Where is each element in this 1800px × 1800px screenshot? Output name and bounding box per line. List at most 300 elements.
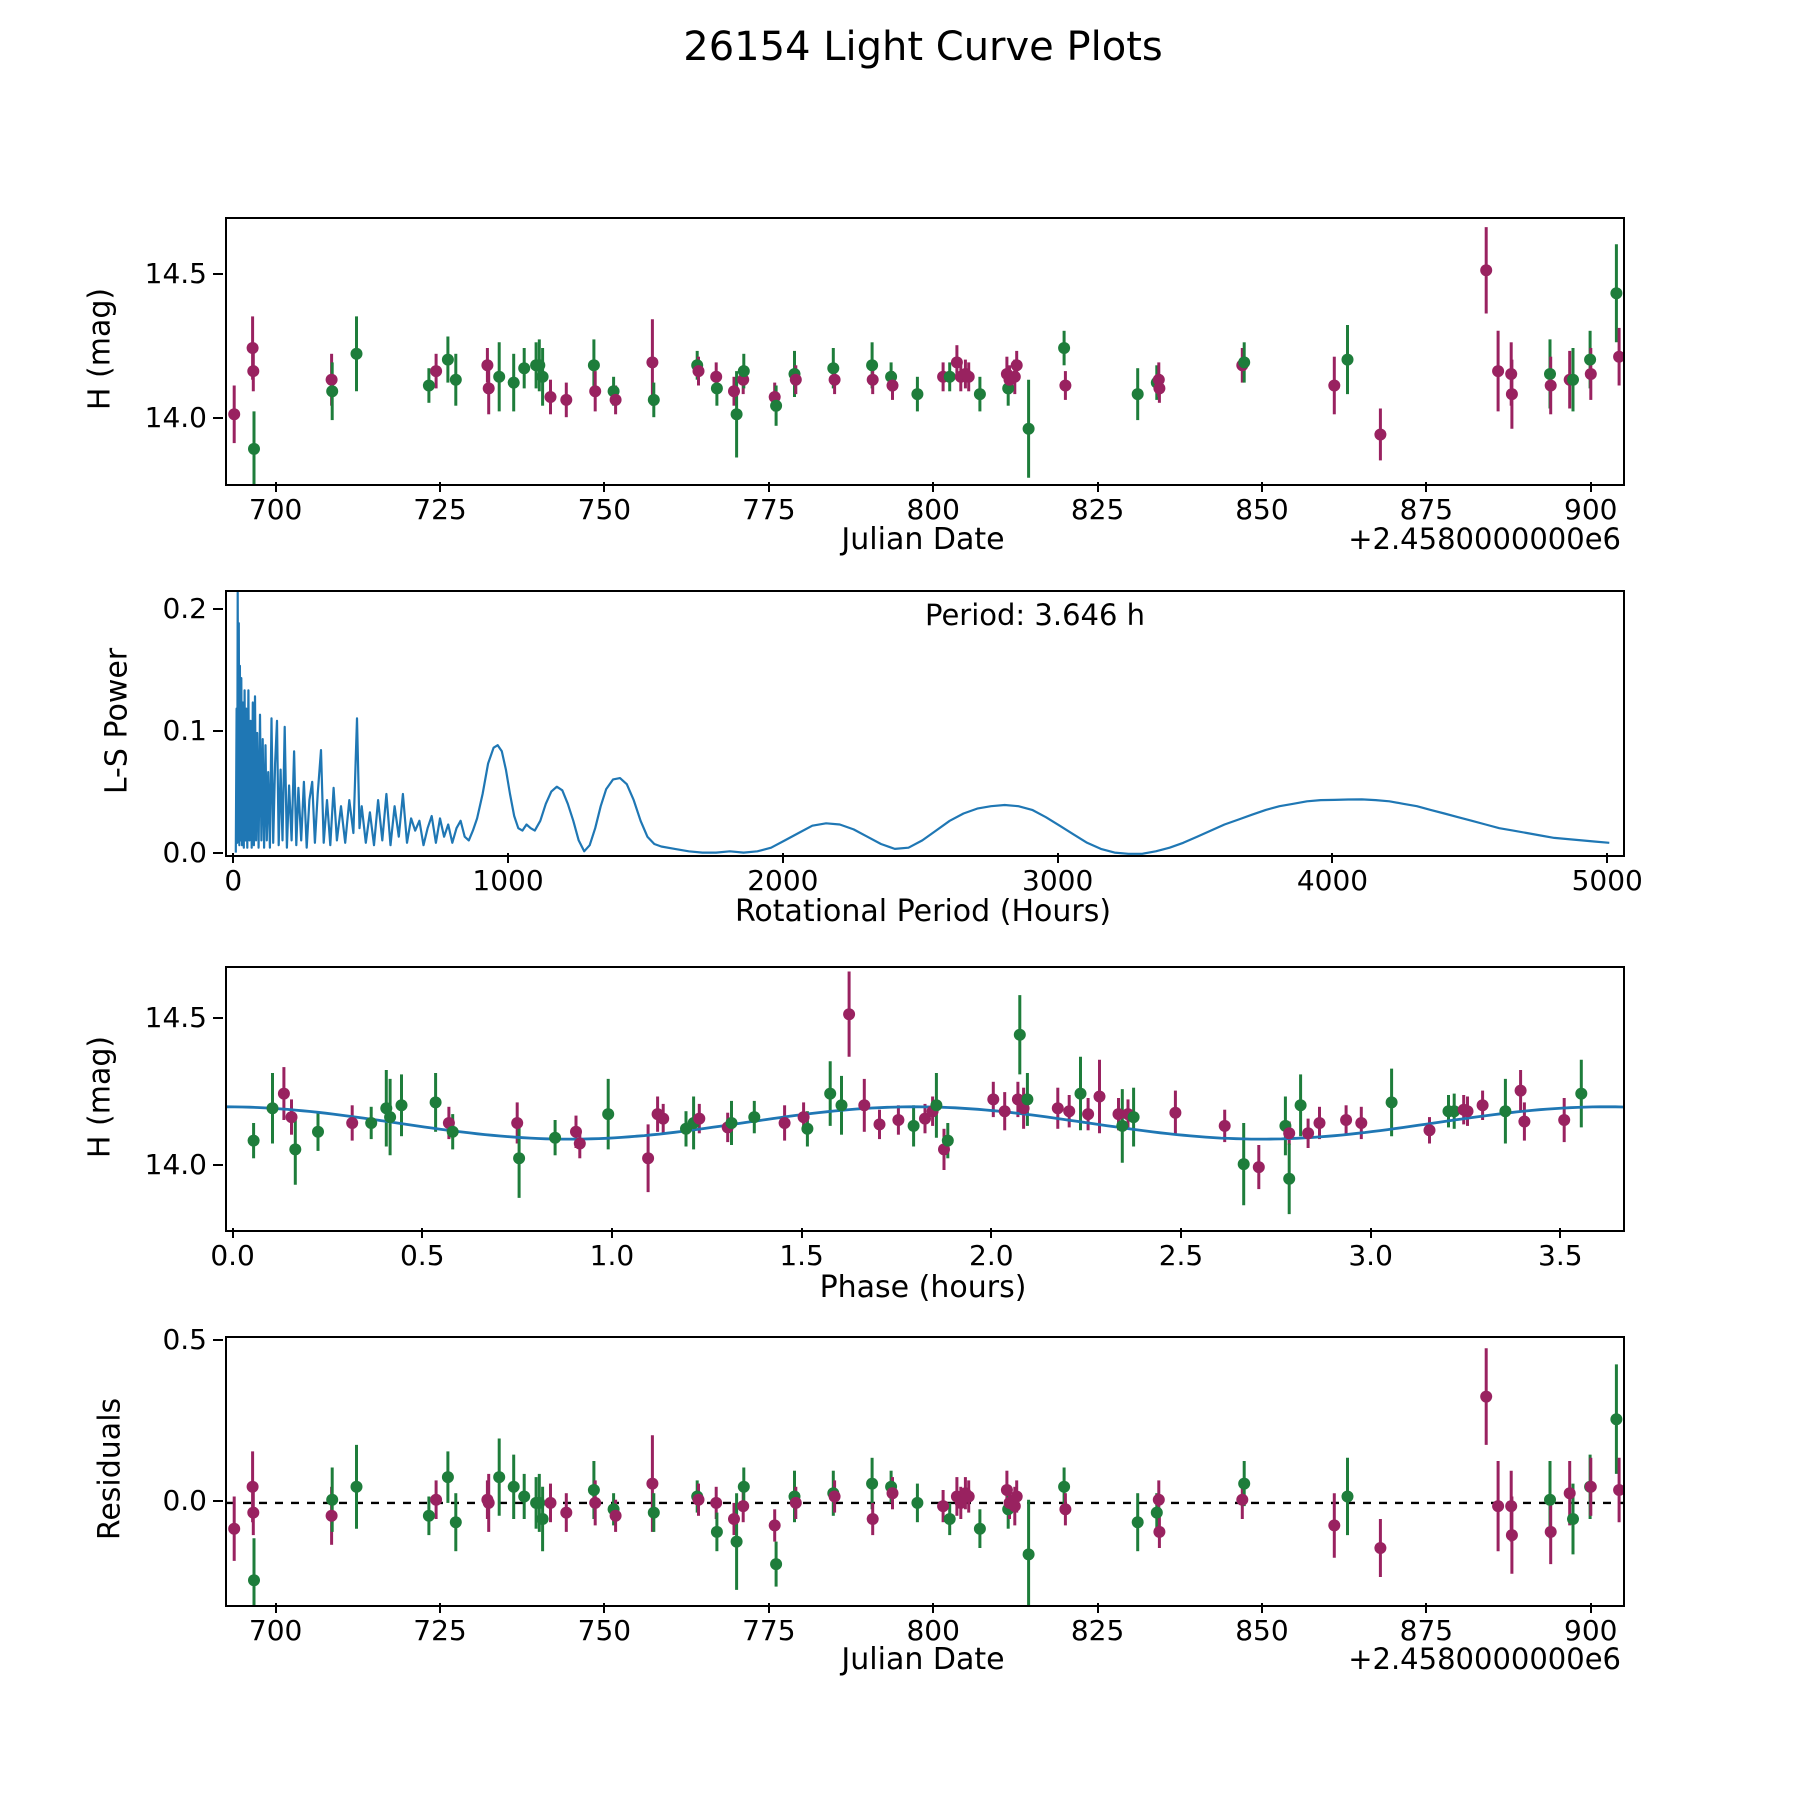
x-tick-label: 825 (1070, 493, 1125, 526)
x-tick-mark (1097, 1603, 1099, 1613)
data-point (648, 1507, 660, 1519)
data-point (1480, 264, 1492, 276)
data-point (836, 1099, 848, 1111)
data-point (1128, 1111, 1140, 1123)
data-point (228, 1523, 240, 1535)
data-point (1584, 354, 1596, 366)
data-point (887, 1487, 899, 1499)
x-tick-label: 0 (224, 864, 243, 897)
data-point (1424, 1124, 1436, 1136)
data-point (1059, 1503, 1071, 1515)
data-point (790, 374, 802, 386)
data-point (693, 1494, 705, 1506)
data-point (1014, 1029, 1026, 1041)
data-point (1219, 1120, 1231, 1132)
data-point (588, 1484, 600, 1496)
data-point (493, 371, 505, 383)
x-tick-label: 2.5 (1158, 1239, 1204, 1272)
residuals-plot-area (227, 1338, 1623, 1605)
data-point (801, 1123, 813, 1135)
data-point (549, 1132, 561, 1144)
data-point (483, 1497, 495, 1509)
x-tick-label: 1000 (472, 864, 544, 897)
data-point (1132, 1516, 1144, 1528)
data-point (1610, 1413, 1622, 1425)
data-point (326, 1510, 338, 1522)
x-tick-mark (932, 1603, 934, 1613)
data-point (963, 371, 975, 383)
data-point (1021, 1093, 1033, 1105)
data-point (1094, 1091, 1106, 1103)
data-point (874, 1118, 886, 1130)
data-point (646, 1478, 658, 1490)
data-point (1011, 1491, 1023, 1503)
data-point (951, 356, 963, 368)
data-point (248, 1135, 260, 1147)
data-point (1499, 1105, 1511, 1117)
x-tick-mark (801, 1228, 803, 1238)
data-point (999, 1105, 1011, 1117)
data-point (1009, 371, 1021, 383)
x-tick-label: 750 (577, 1614, 632, 1647)
phase-curve-y-axis-label: H (mag) (82, 1035, 118, 1159)
data-point (1059, 380, 1071, 392)
data-point (748, 1111, 760, 1123)
data-point (1575, 1088, 1587, 1100)
data-point (1567, 1513, 1579, 1525)
y-tick-label: 14.0 (144, 401, 207, 435)
x-tick-mark (232, 853, 234, 863)
data-point (1585, 368, 1597, 380)
y-tick-mark (213, 1500, 223, 1502)
data-point (537, 371, 549, 383)
data-point (1544, 1494, 1556, 1506)
y-tick-label: 14.0 (144, 1148, 207, 1182)
data-point (589, 385, 601, 397)
data-point (737, 1500, 749, 1512)
x-tick-mark (603, 482, 605, 492)
residuals-x-axis-label: Julian Date (841, 1642, 1005, 1677)
x-tick-label: 875 (1399, 493, 1454, 526)
data-point (545, 1497, 557, 1509)
data-point (1058, 342, 1070, 354)
y-tick-mark (213, 1339, 223, 1341)
x-tick-mark (439, 482, 441, 492)
x-tick-mark (1180, 1228, 1182, 1238)
data-point (867, 1513, 879, 1525)
data-point (710, 1497, 722, 1509)
x-tick-mark (421, 1228, 423, 1238)
x-tick-mark (611, 1228, 613, 1238)
phase-curve-plot-area (227, 968, 1623, 1230)
periodogram-y-axis-label: L-S Power (99, 647, 135, 795)
x-tick-label: 900 (1564, 493, 1618, 526)
data-point (286, 1111, 298, 1123)
x-tick-label: 5000 (1571, 864, 1643, 897)
data-point (481, 359, 493, 371)
data-point (1023, 423, 1035, 435)
data-point (911, 1497, 923, 1509)
data-point (866, 1478, 878, 1490)
data-point (365, 1117, 377, 1129)
x-tick-label: 725 (413, 493, 467, 526)
data-point (228, 408, 240, 420)
data-point (866, 359, 878, 371)
data-point (1169, 1107, 1181, 1119)
x-tick-mark (603, 1603, 605, 1613)
x-tick-label: 2.0 (969, 1239, 1014, 1272)
data-point (289, 1143, 301, 1155)
data-point (423, 1510, 435, 1522)
x-tick-label: 700 (248, 1614, 303, 1647)
data-point (1545, 380, 1557, 392)
x-tick-mark (1370, 1228, 1372, 1238)
data-point (588, 359, 600, 371)
data-point (430, 1096, 442, 1108)
data-point (930, 1099, 942, 1111)
x-tick-mark (1331, 853, 1333, 863)
data-point (1153, 1494, 1165, 1506)
data-point (442, 354, 454, 366)
x-tick-mark (1606, 853, 1608, 863)
data-point (1492, 365, 1504, 377)
data-point (247, 1507, 259, 1519)
data-point (1082, 1108, 1094, 1120)
data-point (1001, 1484, 1013, 1496)
y-tick-label: 14.5 (144, 257, 207, 291)
data-point (963, 1491, 975, 1503)
data-point (1564, 1487, 1576, 1499)
data-point (430, 1494, 442, 1506)
data-point (1505, 1500, 1517, 1512)
data-point (867, 374, 879, 386)
x-tick-mark (1057, 853, 1059, 863)
data-point (493, 1471, 505, 1483)
data-point (1545, 1526, 1557, 1538)
data-point (1374, 1542, 1386, 1554)
data-point (710, 371, 722, 383)
data-point (602, 1108, 614, 1120)
y-tick-label: 0.0 (162, 1483, 207, 1517)
data-point (247, 1481, 259, 1493)
data-point (731, 408, 743, 420)
x-tick-mark (768, 1603, 770, 1613)
data-point (1295, 1099, 1307, 1111)
data-point (1340, 1114, 1352, 1126)
data-point (1238, 1158, 1250, 1170)
data-point (1238, 356, 1250, 368)
lightcurve-plot-area (227, 219, 1623, 484)
lightcurve-x-offset-label: +2.4580000000e6 (1348, 522, 1621, 556)
residuals-y-axis-label: Residuals (92, 1397, 128, 1541)
data-point (779, 1117, 791, 1129)
x-tick-label: 4000 (1296, 864, 1369, 897)
data-point (384, 1111, 396, 1123)
data-point (351, 348, 363, 360)
data-point (450, 374, 462, 386)
data-point (508, 377, 520, 389)
data-point (1480, 1391, 1492, 1403)
data-point (1063, 1105, 1075, 1117)
data-point (944, 371, 956, 383)
data-point (589, 1497, 601, 1509)
lightcurve-y-axis-label: H (mag) (82, 287, 118, 411)
data-point (518, 1491, 530, 1503)
x-tick-label: 825 (1070, 1614, 1125, 1647)
data-point (770, 1558, 782, 1570)
data-point (1505, 368, 1517, 380)
x-tick-label: 725 (413, 1614, 467, 1647)
x-tick-label: 1.0 (589, 1239, 635, 1272)
y-tick-mark (213, 1017, 223, 1019)
data-point (1238, 1478, 1250, 1490)
y-tick-label: 0.2 (162, 592, 207, 626)
data-point (693, 1113, 705, 1125)
data-point (533, 1497, 545, 1509)
y-tick-mark (213, 608, 223, 610)
data-point (248, 443, 260, 455)
data-point (937, 1500, 949, 1512)
data-point (1613, 351, 1623, 363)
y-tick-mark (213, 852, 223, 854)
data-point (1283, 1127, 1295, 1139)
data-point (1342, 1491, 1354, 1503)
data-point (560, 1507, 572, 1519)
x-tick-mark (275, 1603, 277, 1613)
data-point (430, 365, 442, 377)
x-tick-mark (1097, 482, 1099, 492)
x-tick-mark (1261, 1603, 1263, 1613)
data-point (858, 1099, 870, 1111)
x-tick-label: 1.5 (779, 1239, 824, 1272)
data-point (1283, 1173, 1295, 1185)
x-tick-label: 775 (742, 493, 796, 526)
data-point (648, 394, 660, 406)
data-point (843, 1008, 855, 1020)
data-point (728, 1513, 740, 1525)
data-point (711, 1526, 723, 1538)
x-tick-mark (1425, 1603, 1427, 1613)
data-point (442, 1471, 454, 1483)
data-point (447, 1126, 459, 1138)
data-point (1585, 1481, 1597, 1493)
data-point (1492, 1500, 1504, 1512)
data-point (974, 388, 986, 400)
x-tick-label: 750 (577, 493, 632, 526)
data-point (1075, 1088, 1087, 1100)
data-point (974, 1523, 986, 1535)
data-point (693, 365, 705, 377)
data-point (911, 388, 923, 400)
data-point (770, 400, 782, 412)
data-point (738, 365, 750, 377)
data-point (646, 356, 658, 368)
data-point (1386, 1096, 1398, 1108)
data-point (450, 1516, 462, 1528)
data-point (248, 1574, 260, 1586)
data-point (247, 342, 259, 354)
x-tick-mark (439, 1603, 441, 1613)
data-point (1132, 388, 1144, 400)
x-tick-label: 0.0 (210, 1239, 255, 1272)
data-point (1567, 374, 1579, 386)
data-point (396, 1099, 408, 1111)
y-tick-mark (213, 273, 223, 275)
data-point (1506, 388, 1518, 400)
data-point (1302, 1127, 1314, 1139)
data-point (1253, 1161, 1265, 1173)
x-tick-label: 2000 (747, 864, 819, 897)
data-point (790, 1497, 802, 1509)
x-tick-mark (507, 853, 509, 863)
data-point (533, 359, 545, 371)
panel-lightcurve (225, 217, 1625, 486)
data-point (610, 1510, 622, 1522)
data-point (1462, 1105, 1474, 1117)
data-point (642, 1152, 654, 1164)
x-tick-label: 875 (1399, 1614, 1454, 1647)
data-point (483, 382, 495, 394)
data-point (1328, 1519, 1340, 1531)
y-tick-mark (213, 1164, 223, 1166)
lightcurve-x-axis-label: Julian Date (841, 522, 1005, 557)
data-point (560, 394, 572, 406)
x-tick-mark (782, 853, 784, 863)
data-point (1477, 1099, 1489, 1111)
data-point (1544, 368, 1556, 380)
data-point (513, 1152, 525, 1164)
data-point (798, 1111, 810, 1123)
x-tick-label: 850 (1235, 1614, 1289, 1647)
x-tick-mark (1261, 482, 1263, 492)
x-tick-label: 3.0 (1348, 1239, 1393, 1272)
x-tick-label: 3000 (1022, 864, 1094, 897)
data-point (267, 1102, 279, 1114)
data-point (574, 1138, 586, 1150)
data-point (346, 1117, 358, 1129)
x-tick-mark (232, 1228, 234, 1238)
x-tick-label: 3.5 (1538, 1239, 1583, 1272)
data-point (1506, 1529, 1518, 1541)
x-tick-mark (768, 482, 770, 492)
data-point (738, 1481, 750, 1493)
x-tick-label: 850 (1235, 493, 1289, 526)
data-point (570, 1126, 582, 1138)
x-tick-label: 800 (906, 1614, 960, 1647)
data-point (1374, 429, 1386, 441)
data-point (942, 1135, 954, 1147)
data-point (1328, 380, 1340, 392)
data-point (247, 365, 259, 377)
data-point (1610, 287, 1622, 299)
data-point (1153, 382, 1165, 394)
data-point (1342, 354, 1354, 366)
data-point (326, 385, 338, 397)
data-point (892, 1114, 904, 1126)
panel-phase-curve (225, 966, 1625, 1232)
y-tick-mark (213, 730, 223, 732)
x-tick-mark (990, 1228, 992, 1238)
data-point (1518, 1116, 1530, 1128)
periodogram-line (236, 593, 1610, 854)
x-tick-mark (1590, 1603, 1592, 1613)
x-tick-mark (1590, 482, 1592, 492)
data-point (944, 1513, 956, 1525)
figure-title: 26154 Light Curve Plots (683, 24, 1163, 70)
data-point (351, 1481, 363, 1493)
period-annotation: Period: 3.646 h (925, 598, 1146, 632)
data-point (545, 391, 557, 403)
x-tick-mark (1559, 1228, 1561, 1238)
data-point (1236, 1494, 1248, 1506)
data-point (610, 394, 622, 406)
x-tick-label: 900 (1564, 1614, 1618, 1647)
data-point (1151, 1507, 1163, 1519)
phase-curve-x-axis-label: Phase (hours) (819, 1270, 1027, 1305)
residuals-x-offset-label: +2.4580000000e6 (1348, 1642, 1621, 1676)
data-point (887, 380, 899, 392)
data-point (1515, 1085, 1527, 1097)
data-point (657, 1113, 669, 1125)
data-point (769, 1519, 781, 1531)
x-tick-label: 800 (906, 493, 960, 526)
data-point (1314, 1117, 1326, 1129)
data-point (731, 1536, 743, 1548)
panel-residuals (225, 1336, 1625, 1607)
data-point (1011, 359, 1023, 371)
data-point (728, 385, 740, 397)
y-tick-label: 0.1 (162, 714, 207, 747)
data-point (511, 1117, 523, 1129)
data-point (1355, 1117, 1367, 1129)
x-tick-label: 700 (248, 493, 303, 526)
data-point (1023, 1548, 1035, 1560)
data-point (423, 380, 435, 392)
data-point (326, 1494, 338, 1506)
periodogram-x-axis-label: Rotational Period (Hours) (734, 894, 1112, 929)
data-point (711, 382, 723, 394)
data-point (827, 362, 839, 374)
x-tick-mark (932, 482, 934, 492)
x-tick-label: 775 (742, 1614, 796, 1647)
data-point (278, 1088, 290, 1100)
data-point (987, 1093, 999, 1105)
data-point (1052, 1102, 1064, 1114)
data-point (1558, 1114, 1570, 1126)
data-point (1116, 1120, 1128, 1132)
data-point (726, 1117, 738, 1129)
data-point (829, 374, 841, 386)
y-tick-label: 14.5 (144, 1001, 207, 1035)
y-tick-mark (213, 417, 223, 419)
data-point (537, 1513, 549, 1525)
x-tick-mark (1425, 482, 1427, 492)
y-tick-label: 0.0 (162, 836, 207, 869)
data-point (908, 1120, 920, 1132)
x-tick-mark (275, 482, 277, 492)
data-point (1153, 1526, 1165, 1538)
data-point (1058, 1481, 1070, 1493)
data-point (829, 1491, 841, 1503)
x-tick-label: 0.5 (399, 1239, 445, 1272)
data-point (1613, 1484, 1623, 1496)
data-point (326, 374, 338, 386)
data-point (508, 1481, 520, 1493)
data-point (518, 362, 530, 374)
data-point (824, 1088, 836, 1100)
y-tick-label: 0.5 (162, 1322, 207, 1356)
data-point (312, 1126, 324, 1138)
